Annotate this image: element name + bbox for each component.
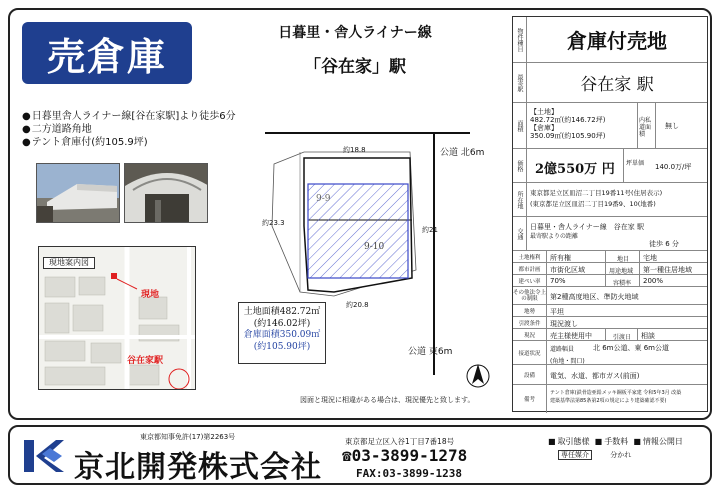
divider bbox=[605, 329, 606, 340]
label-road: 接道状況 bbox=[513, 341, 547, 364]
row-price bbox=[513, 149, 707, 183]
value-equipment: 電気、水道、都市ガス(前面) bbox=[550, 372, 640, 380]
label-station: 最寄駅 bbox=[513, 63, 527, 102]
value-terrain: 平坦 bbox=[550, 308, 564, 316]
terms-fee: ■ 手数料 bbox=[595, 437, 629, 446]
value-remarks bbox=[550, 389, 681, 405]
row-terrain bbox=[513, 305, 707, 317]
label-road-width: 道路幅員 bbox=[550, 346, 575, 353]
row-restrictions bbox=[513, 287, 707, 305]
label-price: 価格 bbox=[513, 149, 527, 182]
feature-item: ● テント倉庫付(約105.9坪) bbox=[22, 136, 236, 149]
road-east-label: 公道 東6m bbox=[408, 347, 453, 357]
label-remarks: 備考 bbox=[513, 385, 547, 413]
terms-type: ■ 取引態様 bbox=[548, 437, 590, 446]
value-walk: 徒歩 6 分 bbox=[649, 240, 679, 248]
label-bcr: 建ぺい率 bbox=[513, 275, 547, 286]
row-location bbox=[513, 183, 707, 217]
label-far: 容積率 bbox=[613, 280, 632, 287]
row-current bbox=[513, 329, 707, 341]
location-lot: (東京都足立区皿沼二丁目19番9、10(地番) bbox=[530, 200, 656, 208]
divider bbox=[605, 275, 606, 286]
value-far: 200% bbox=[643, 277, 664, 285]
label-equipment: 設備 bbox=[513, 365, 547, 384]
listing-type-badge: 売倉庫 bbox=[22, 22, 192, 84]
row-equipment bbox=[513, 365, 707, 385]
value-road: 北 6m公道、東 6m公道 bbox=[593, 344, 669, 352]
road-north-label: 公道 北6m bbox=[440, 148, 485, 158]
label-transport: 交通 bbox=[513, 217, 527, 250]
terms-header bbox=[548, 436, 683, 447]
row-road bbox=[513, 341, 707, 365]
area-land-value: 482.72㎡(約146.72坪) bbox=[530, 116, 606, 124]
row-ratios bbox=[513, 275, 707, 287]
value-chimoku: 宅地 bbox=[643, 254, 657, 262]
row-transport bbox=[513, 217, 707, 251]
location-map bbox=[38, 246, 196, 390]
value-delivery: 現況渡し bbox=[550, 320, 578, 328]
row-plan bbox=[513, 263, 707, 275]
lot-number-2: 9-10 bbox=[364, 242, 385, 252]
mediation-type: 専任媒介 bbox=[558, 450, 592, 460]
phone-number[interactable]: 03-3899-1278 bbox=[351, 446, 468, 465]
warehouse-photo-1-image bbox=[37, 164, 120, 223]
label-handover: 引渡日 bbox=[613, 334, 632, 341]
plot-left-dimension: 約23.3 bbox=[262, 219, 285, 227]
property-details-table bbox=[512, 16, 708, 412]
divider bbox=[639, 275, 640, 286]
warehouse-photo-2 bbox=[124, 163, 208, 223]
divider bbox=[655, 103, 656, 148]
remarks-line-1: テント倉庫(鉄骨造亜鉛メッキ鋼板平家建 令和5年3月 改築 bbox=[550, 390, 682, 396]
plot-bottom-dimension: 約20.8 bbox=[346, 301, 369, 309]
divider bbox=[637, 103, 638, 148]
area-warehouse-heading: 【倉庫】 bbox=[530, 124, 558, 132]
north-arrow-icon bbox=[466, 360, 490, 390]
label-private-road: 内私道面積 bbox=[639, 117, 652, 138]
warehouse-area: 倉庫面積350.09㎡ bbox=[243, 330, 321, 340]
company-phone bbox=[342, 446, 467, 465]
area-warehouse-value: 350.09㎡(約105.90坪) bbox=[530, 132, 606, 140]
value-private-road: 無し bbox=[665, 122, 679, 130]
value-plan: 市街化区域 bbox=[550, 266, 585, 274]
label-location: 所在地 bbox=[513, 183, 527, 216]
line-info bbox=[200, 22, 510, 77]
license-number: 東京都知事免許(17)第2263号 bbox=[140, 433, 236, 441]
drawing-disclaimer: 図面と現況に相違がある場合は、現況優先と致します。 bbox=[300, 396, 475, 404]
row-rights bbox=[513, 251, 707, 263]
company-address: 東京都足立区入谷1丁目7番18号 bbox=[345, 437, 455, 446]
company-logo-icon bbox=[22, 436, 66, 476]
line-name: 日暮里・舎人ライナー線 bbox=[278, 25, 432, 41]
area-summary-box bbox=[238, 302, 326, 364]
label-area: 面積 bbox=[513, 103, 527, 148]
value-transport bbox=[530, 222, 644, 242]
value-restrictions: 第2種高度地区、準防火地域 bbox=[550, 293, 639, 301]
value-station: 谷在家 駅 bbox=[580, 75, 654, 95]
label-terrain: 地勢 bbox=[513, 305, 547, 316]
label-restrictions: その他法令上の制限 bbox=[513, 287, 547, 304]
value-handover: 相談 bbox=[641, 332, 655, 340]
row-area bbox=[513, 103, 707, 149]
label-delivery: 引渡条件 bbox=[513, 317, 547, 328]
plot-top-dimension: 約18.8 bbox=[343, 146, 366, 154]
label-plan: 都市計画 bbox=[513, 263, 547, 274]
divider bbox=[639, 251, 640, 262]
value-rights: 所有権 bbox=[550, 254, 571, 262]
feature-list bbox=[22, 110, 236, 149]
value-current: 売主様使用中 bbox=[550, 332, 592, 340]
value-area bbox=[530, 108, 605, 140]
area-land-heading: 【土地】 bbox=[530, 108, 558, 116]
terms-values bbox=[558, 450, 631, 460]
transport-line: 日暮里・舎人ライナー線 谷在家 駅 bbox=[530, 223, 645, 231]
fax-number: 03-3899-1238 bbox=[382, 467, 462, 480]
divider bbox=[637, 329, 638, 340]
divider bbox=[623, 149, 624, 182]
land-area-tsubo: (約146.02坪) bbox=[253, 318, 311, 329]
transport-distance-label: 最寄駅よりの距離 bbox=[530, 233, 579, 240]
label-zone: 用途地域 bbox=[609, 268, 634, 275]
label-chimoku: 地目 bbox=[617, 256, 630, 263]
value-unit-price: 140.0万/坪 bbox=[655, 163, 692, 171]
row-delivery bbox=[513, 317, 707, 329]
value-price: 2億550万 円 bbox=[535, 162, 615, 177]
location-address: 東京都足立区皿沼二丁目19番11号(住居表示) bbox=[530, 189, 663, 197]
map-title: 現地案内図 bbox=[43, 257, 95, 269]
row-station bbox=[513, 63, 707, 103]
row-kind bbox=[513, 17, 707, 63]
station-name: 「谷在家」駅 bbox=[304, 57, 406, 77]
label-corner: (角地・間口) bbox=[550, 358, 585, 365]
label-kind: 物件種目 bbox=[513, 17, 527, 62]
map-station-label: 谷在家駅 bbox=[127, 356, 164, 366]
divider bbox=[605, 251, 606, 262]
land-area: 土地面積482.72㎡ bbox=[243, 307, 321, 317]
warehouse-area-tsubo: (約105.90坪) bbox=[253, 341, 311, 352]
value-zone: 第一種住居地域 bbox=[643, 266, 692, 274]
fax-label: FAX: bbox=[356, 467, 383, 480]
warehouse-photo-1 bbox=[36, 163, 120, 223]
divider bbox=[605, 263, 606, 274]
feature-item: ● 二方道路角地 bbox=[22, 123, 236, 136]
remarks-line-2: 建築基準法第85条第2項の規定により建築確認不要) bbox=[550, 398, 667, 404]
map-site-label: 現地 bbox=[141, 290, 160, 300]
company-fax bbox=[356, 467, 462, 480]
label-rights: 土地権利 bbox=[513, 251, 547, 262]
phone-icon: ☎ bbox=[342, 446, 352, 465]
row-remarks bbox=[513, 385, 707, 413]
value-bcr: 70% bbox=[550, 277, 566, 285]
company-name: 京北開発株式会社 bbox=[74, 450, 322, 485]
lot-number-1: 9-9 bbox=[316, 194, 331, 204]
label-current: 現況 bbox=[513, 329, 547, 340]
divider bbox=[639, 263, 640, 274]
terms-date: ■ 情報公開日 bbox=[633, 437, 683, 446]
warehouse-photo-2-image bbox=[125, 164, 208, 223]
label-unit-price: 坪単価 bbox=[626, 160, 645, 167]
value-location bbox=[530, 188, 662, 210]
value-kind: 倉庫付売地 bbox=[567, 29, 667, 53]
feature-item: ● 日暮里舎人ライナー線[谷在家駅]より徒歩6分 bbox=[22, 110, 236, 123]
fee-share: 分かれ bbox=[610, 451, 632, 459]
plot-right-dimension: 約21 bbox=[422, 226, 438, 234]
